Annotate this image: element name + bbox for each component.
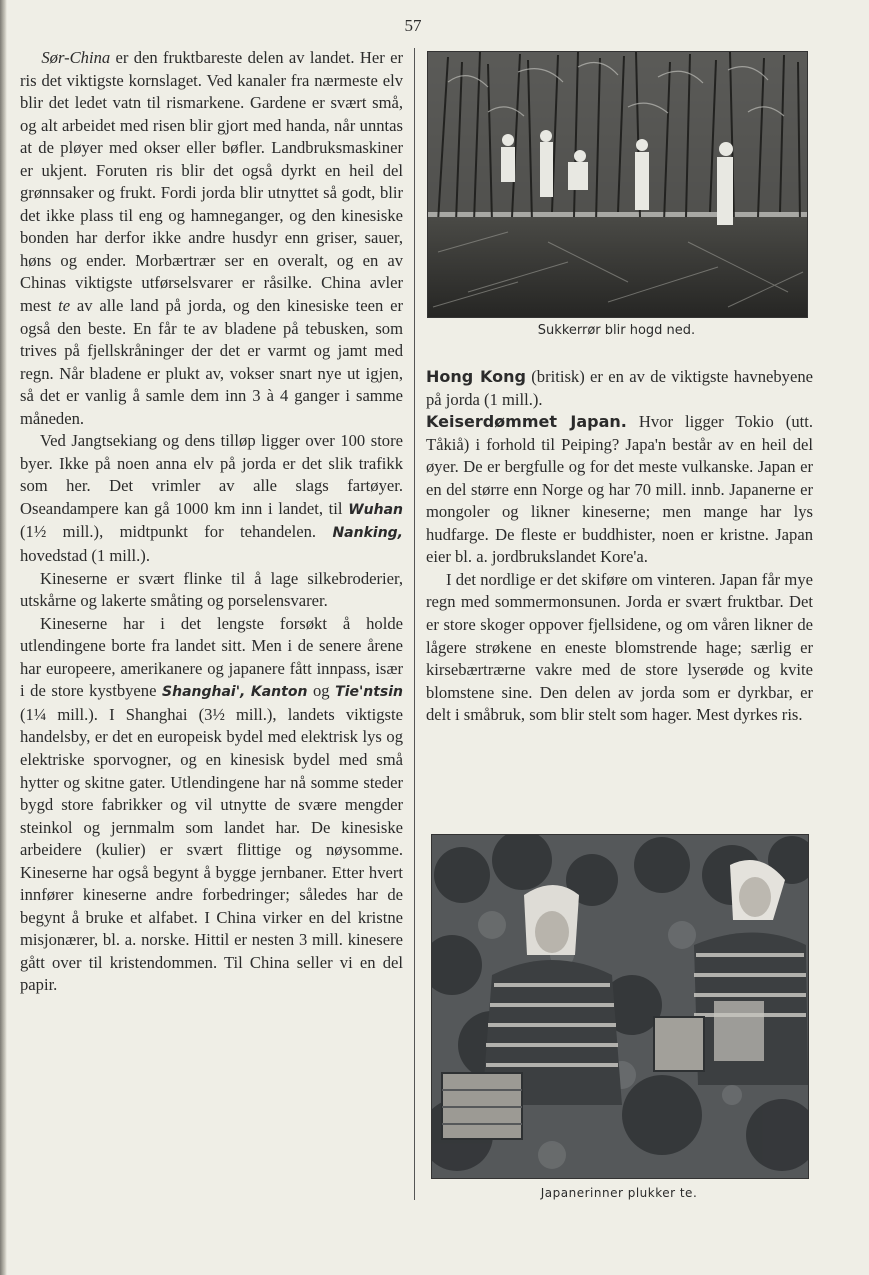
paragraph-text: (britisk) er en av de viktigste havnebyene på jorda (1 mill.). bbox=[426, 367, 813, 409]
paragraph-text: hovedstad (1 mill.). bbox=[20, 546, 150, 566]
paragraph-hongkong bbox=[426, 366, 813, 411]
paragraph-text: (1½ mill.), midtpunkt for tehandelen. bbox=[20, 522, 333, 542]
paragraph-text: Hvor ligger Tokio (utt. Tåkiå) i forhold til Peiping? Japa'n består av en heil del øyer. De er bergfulle og for det meste vulkanske. Japan er en del større enn Norge og har 70 mill. innb. Japanerne er mongoler og likner kineserne; men mange har lys hudfarge. De fleste er buddhister, noen er kristne. Japan eier bl. a. jordbrukslandet Kore'a. bbox=[426, 412, 813, 567]
left-column bbox=[20, 47, 403, 997]
paragraph-south-china bbox=[20, 47, 403, 430]
paragraph-text: Kineserne har i det lengste forsøkt å holde utlendingene borte fra landet sitt. Men i de senere årene har europeere, amerikanere og japanere fått innpass, især i de store kystbyene bbox=[20, 613, 403, 701]
place-tientsin: Tie'ntsin bbox=[335, 684, 404, 701]
tea-pickers-photo-illustration bbox=[432, 835, 808, 1178]
right-column bbox=[426, 366, 813, 727]
place-nanking: Nanking, bbox=[332, 525, 403, 542]
place-wuhan: Wuhan bbox=[348, 501, 403, 518]
heading-japan: Keiserdømmet Japan. bbox=[426, 412, 627, 432]
caption-tea-pickers: Japanerinner plukker te. bbox=[540, 1186, 698, 1200]
paragraph-crafts: Kineserne er svært flinke til å lage silkebroderier, utskårne og lakerte småting og porselensvarer. bbox=[20, 568, 403, 611]
paragraph-text: Ved Jangtsekiang og dens tilløp ligger over 100 store byer. Ikke på noen anna elv på jorda er det slik trafikk som her. Det vrimler av alle slags fartøyer. Oseandampere kan gå 1000 km inn i landet, til bbox=[20, 431, 403, 518]
paragraph-text: er den fruktbareste delen av landet. Her er ris det viktigste kornslaget. Ved kanaler fra nærmeste elv blir det ledet vatn til rismarkene. Gardene er svært små, og alt arbeidet med risen blir gjort med handa, når unntas at de pløyer med okser eller bøfler. Landbruksmaskiner er ukjent. Foruten ris blir det også dyrkt en heil del grønnsaker og frukt. Fordi jorda blir utnyttet så godt, blir det ikke plass til eng og hamneganger, og den kinesiske bonden har derfor ikke andre husdyr enn griser, sauer, høns og ender. Morbærtrær ser en overalt, og en av Chinas viktigste utførselsvarer er råsilke. China avler mest bbox=[20, 48, 403, 316]
region-name-sor-china: Sør-China bbox=[41, 48, 111, 67]
sugarcane-photo-illustration bbox=[428, 52, 807, 317]
emphasis-te: te bbox=[58, 296, 71, 316]
paragraph-text: av alle land på jorda, og den kinesiske teen er også den beste. En får te av bladene på tebusken, som trives på fjellskråninger der det er varmt og jamt med regn. Når bladene er plukt av, vokser snart nye ut igjen, så det er vanlig å samle dem inn 3 à 4 ganger i samme måneden. bbox=[20, 296, 403, 428]
photo-japanese-tea-pickers bbox=[431, 834, 809, 1179]
place-shanghai: Shanghai', bbox=[162, 684, 246, 701]
photo-sugarcane-harvest bbox=[427, 51, 808, 318]
page-number: 57 bbox=[404, 16, 422, 35]
column-divider bbox=[414, 48, 415, 1200]
paragraph-japan bbox=[426, 411, 813, 569]
paragraph-foreigners bbox=[20, 613, 403, 997]
heading-hongkong: Hong Kong bbox=[426, 367, 526, 386]
paragraph-text: (1¼ mill.). I Shanghai (3½ mill.), landets viktigste handelsby, er det en europeisk bydel med elektrisk lys og elektriske sporvogner, og en kinesisk bydel med små hytter og skitne gater. Utlendingene har nå somme steder bygd store fabrikker og vil utnytte de svære mengder steinkol og jernmalm som landet har. De kinesiske arbeidere (kulier) er svært flittige og nøysomme. Kineserne har også begynt å bygge jernbaner. Etter hvert innfører kineserne andre forbedringer; således har de begynt å bruke et alfabet. I China virker en del kristne misjonærer, bl. a. norske. Hittil er nesten 3 mill. kinesere gått over til kristendommen. Til China seller vi en del papir. bbox=[20, 704, 403, 995]
caption-sugarcane: Sukkerrør blir hogd ned. bbox=[537, 323, 696, 338]
paragraph-text: og bbox=[307, 681, 336, 701]
place-kanton: Kanton bbox=[250, 684, 308, 701]
paragraph-jangtsekiang bbox=[20, 430, 403, 567]
paragraph-japan-climate: I det nordlige er det skiføre om vinteren. Japan får mye regn med sommermonsunen. Jorda er svært fruktbar. Det er store skoger oppover fjellsidene, og om våren likner de lågere strøkene en eneste blomstrende hage; særlig er kirsebærtrærne vakre med de store lyserøde og kvite blomstene sine. Den delen av jorda som er dyrkbar, er delt i småbruk, som blir stelt som hager. Mest dyrkes ris. bbox=[426, 569, 813, 725]
page-edge-shadow bbox=[0, 0, 7, 1275]
